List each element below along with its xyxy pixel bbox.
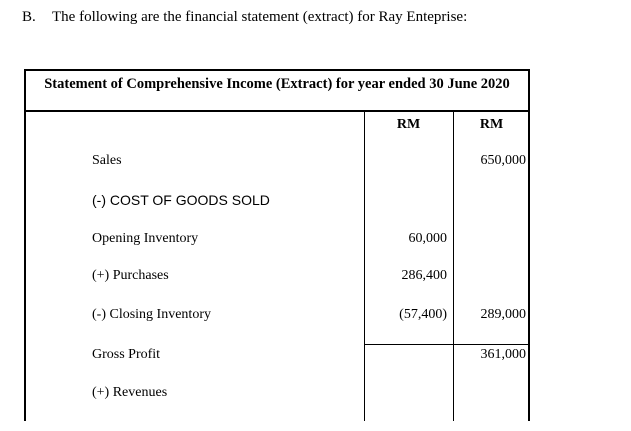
row-value-cogs-total: 289,000: [480, 307, 526, 322]
column-header-rm-1: RM: [396, 117, 421, 132]
statement-title: Statement of Comprehensive Income (Extract) for year ended 30 June 2020: [26, 71, 528, 112]
income-statement-table: [24, 69, 530, 421]
row-label-purchases: (+) Purchases: [92, 268, 169, 283]
row-value-opening-inventory: 60,000: [408, 231, 447, 246]
row-label-closing-inventory: (-) Closing Inventory: [92, 307, 211, 322]
row-value-gross-profit: 361,000: [480, 347, 526, 362]
row-value-purchases: 286,400: [401, 268, 447, 283]
question-number: B.: [22, 9, 36, 25]
subtotal-rule-1: [364, 344, 453, 345]
row-value-sales: 650,000: [480, 153, 526, 168]
row-label-opening-inventory: Opening Inventory: [92, 231, 199, 246]
row-label-gross-profit: Gross Profit: [92, 347, 161, 362]
row-label-cogs: (-) COST OF GOODS SOLD: [92, 192, 270, 208]
column-header-rm-2: RM: [479, 117, 504, 132]
subtotal-rule-2: [453, 344, 530, 345]
row-value-closing-inventory: (57,400): [399, 307, 447, 322]
column-divider-1: [364, 112, 365, 421]
row-label-sales: Sales: [92, 153, 122, 168]
question-text: The following are the financial statement (extract) for Ray Enteprise:: [52, 9, 468, 25]
row-label-revenues: (+) Revenues: [92, 385, 168, 400]
question-intro: [22, 9, 467, 26]
